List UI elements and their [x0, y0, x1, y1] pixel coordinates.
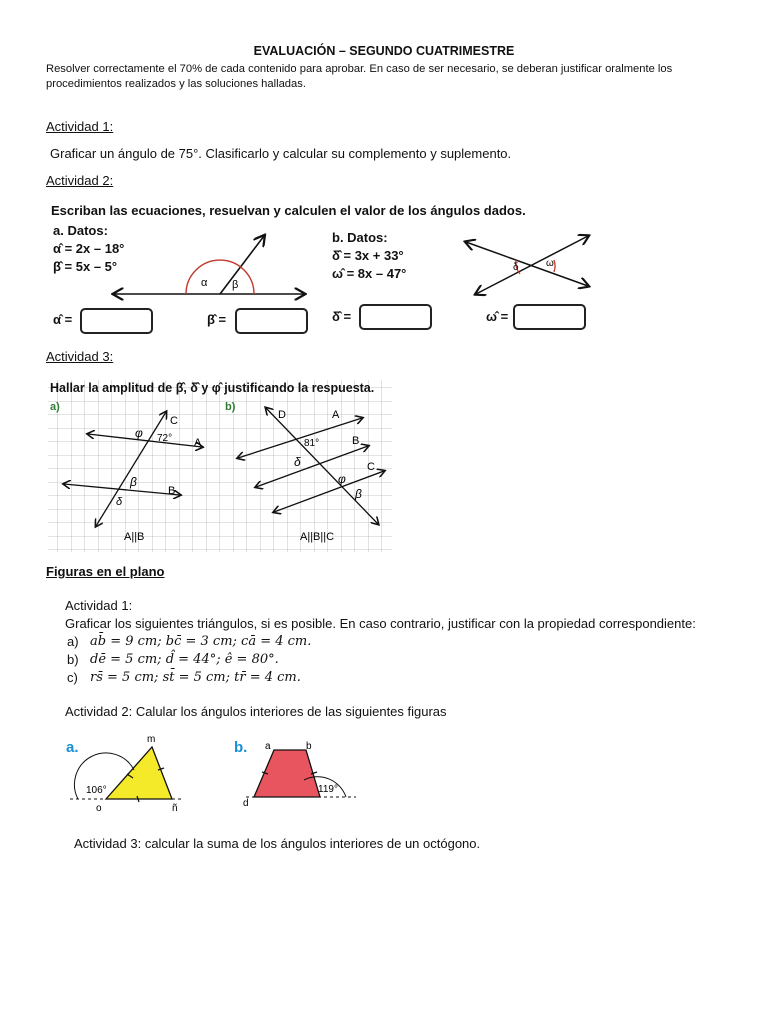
figuras-act3-text: Actividad 3: calcular la suma de los ángulos interiores de un octógono. — [74, 836, 481, 851]
item-b-letter: b) — [67, 652, 79, 667]
fig-b-delta: δ — [294, 455, 301, 469]
figuras-act1-heading: Actividad 1: — [65, 598, 133, 613]
omega-label: ω — [546, 258, 554, 269]
triangle-fig-label: a. — [66, 739, 79, 756]
part-a-angle-figure — [108, 228, 313, 306]
trapezoid-fig-label: b. — [234, 739, 248, 756]
fig-a-caption: A||B — [124, 531, 145, 543]
intro-line-1: Resolver correctamente el 70% de cada contenido para aprobar. En caso de ser necesario, se deberan justificar oralmente los — [46, 63, 673, 75]
triangle-vertex-o: o — [96, 803, 102, 814]
fig-a-line-b: B — [168, 485, 176, 497]
fig-a-phi: φ — [135, 426, 143, 440]
part-a-eq1: α̂ = 2x – 18° — [53, 241, 125, 256]
answer-omega-label: ω̂ = — [486, 309, 509, 324]
item-a-letter: a) — [67, 634, 79, 649]
item-c-letter: c) — [67, 670, 78, 685]
fig-a-angle-72: 72° — [157, 433, 173, 444]
actividad-1-heading: Actividad 1: — [46, 119, 114, 134]
item-c-text: rs̄ = 5 cm; st̄ = 5 cm; tr̄ = 4 cm. — [90, 670, 301, 685]
part-b-eq1: δ̂ = 3x + 33° — [332, 248, 404, 263]
figuras-act1-text: Graficar los siguientes triángulos, si es posible. En caso contrario, justificar con la propiedad correspondiente: — [65, 616, 696, 631]
fig-a-delta: δ — [116, 496, 123, 508]
triangle-vertex-m: m — [147, 734, 156, 745]
fig-b-line-c: C — [367, 461, 375, 473]
trapezoid-figure — [232, 730, 362, 814]
triangle-vertex-n: ñ — [172, 803, 178, 814]
answer-alpha-box[interactable] — [80, 308, 153, 334]
answer-omega-box[interactable] — [513, 304, 586, 330]
part-a-eq2: β̂ = 5x – 5° — [53, 259, 118, 274]
part-b-crossing-lines-figure — [462, 230, 594, 300]
delta-label: δ — [513, 262, 519, 273]
actividad-2-heading: Actividad 2: — [46, 173, 114, 188]
actividad-3-grid-figure — [44, 374, 394, 554]
triangle-figure — [64, 730, 194, 814]
part-b-eq2: ω̂ = 8x – 47° — [332, 266, 407, 281]
beta-label: β — [232, 279, 239, 291]
answer-alpha-label: α̂ = — [53, 312, 73, 327]
item-a-text: ab̄ = 9 cm; bc̄ = 3 cm; cā = 4 cm. — [90, 634, 312, 649]
figuras-heading: Figuras en el plano — [46, 564, 165, 579]
fig-b-phi: φ — [338, 472, 346, 486]
trapezoid-vertex-d: d — [243, 798, 249, 809]
part-a-label: a. Datos: — [53, 223, 108, 238]
trapezoid-vertex-a: a — [265, 741, 271, 752]
page-title: EVALUACIÓN – SEGUNDO CUATRIMESTRE — [253, 44, 515, 58]
alpha-label: α — [201, 277, 208, 289]
answer-beta-label: β̂ = — [207, 312, 227, 327]
item-b-text: dē = 5 cm; d̂ = 44°; ê = 80°. — [90, 652, 279, 667]
answer-beta-box[interactable] — [235, 308, 308, 334]
figuras-act2-text: Actividad 2: Calular los ángulos interiores de las siguientes figuras — [65, 704, 447, 719]
fig-a-label: a) — [50, 401, 60, 413]
trapezoid-exterior-angle: 119° — [318, 784, 338, 795]
fig-b-line-d: D — [278, 409, 286, 421]
answer-delta-box[interactable] — [359, 304, 432, 330]
actividad-2-instruction: Escriban las ecuaciones, resuelvan y calculen el valor de los ángulos dados. — [51, 203, 526, 218]
part-b-label: b. Datos: — [332, 230, 388, 245]
fig-a-line-a: A — [194, 437, 202, 449]
fig-b-line-b: B — [352, 435, 360, 447]
actividad-1-text: Graficar un ángulo de 75°. Clasificarlo y calcular su complemento y suplemento. — [50, 146, 512, 161]
intro-line-2: procedimientos realizados y las soluciones halladas. — [46, 78, 306, 90]
triangle-exterior-angle: 106° — [86, 785, 107, 796]
actividad-3-instruction: Hallar la amplitud de β̂, δ̂ y φ̂ justificando la respuesta. — [50, 381, 375, 395]
fig-b-caption: A||B||C — [300, 531, 335, 543]
fig-a-beta: β — [130, 475, 137, 489]
fig-b-beta: β — [355, 487, 362, 501]
trapezoid-vertex-b: b — [306, 741, 312, 752]
actividad-3-heading: Actividad 3: — [46, 349, 114, 364]
fig-a-line-c: C — [170, 415, 178, 427]
answer-delta-label: δ̂ = — [332, 309, 352, 324]
fig-b-label: b) — [225, 401, 236, 413]
fig-b-angle-81: 81° — [304, 438, 320, 449]
fig-b-line-a: A — [332, 409, 340, 421]
